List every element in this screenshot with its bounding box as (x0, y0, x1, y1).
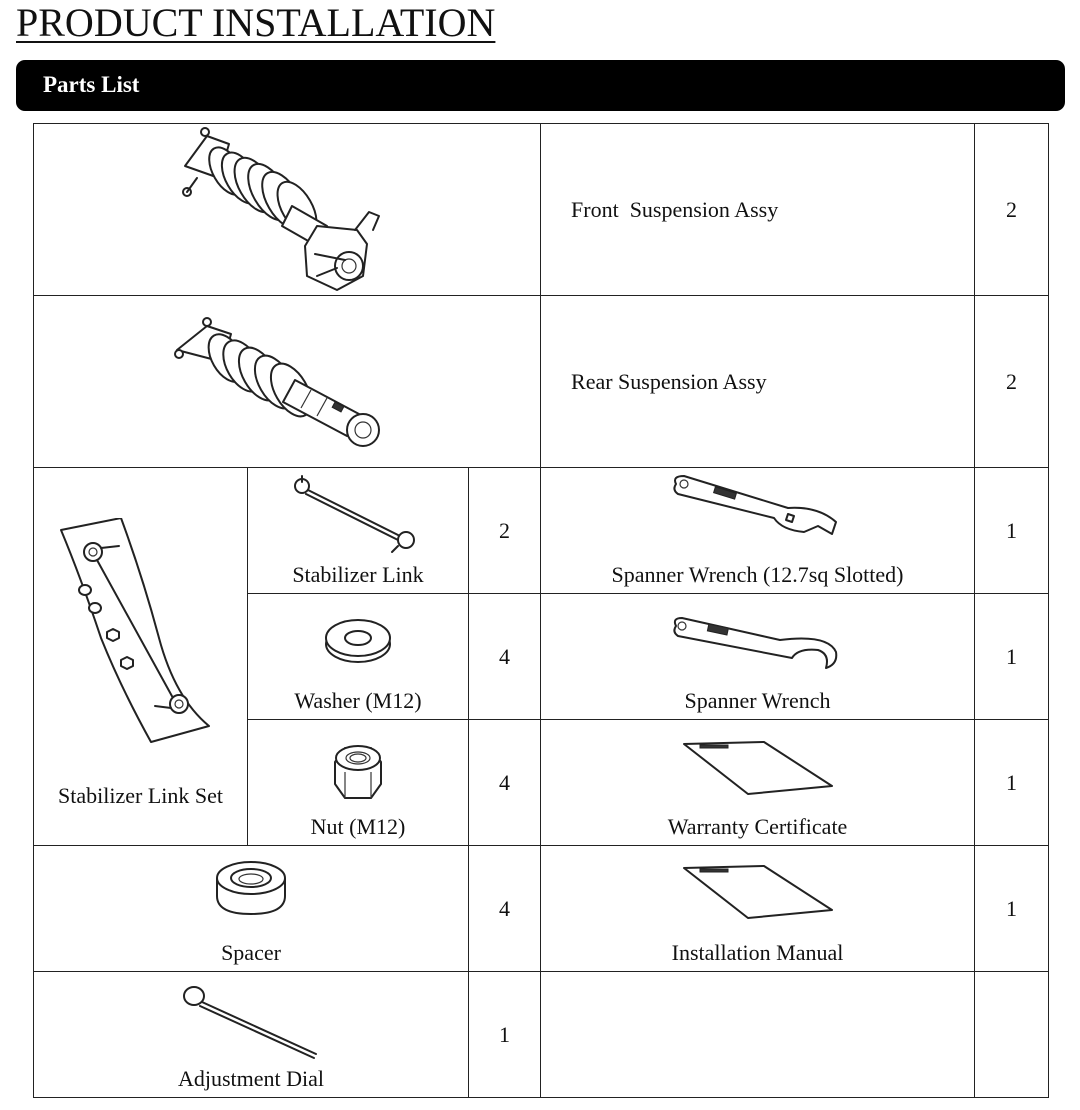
part-name: Front Suspension Assy (571, 196, 779, 222)
spanner-wrench-icon (668, 614, 848, 674)
front-suspension-image-cell (34, 124, 541, 296)
adjustment-dial-icon (176, 980, 326, 1060)
warranty-certificate-icon (678, 740, 838, 798)
front-suspension-name-cell (541, 124, 975, 296)
part-name: Stabilizer Link Set (58, 783, 223, 808)
parts-list-header (16, 60, 1065, 111)
parts-table (33, 123, 1049, 1098)
stabilizer-link-qty-cell (469, 468, 541, 594)
front-suspension-qty-cell (975, 124, 1049, 296)
nut-icon (323, 736, 393, 806)
stabilizer-link-icon (288, 472, 428, 556)
part-name: Rear Suspension Assy (571, 368, 767, 394)
page-title: PRODUCT INSTALLATION (16, 0, 496, 45)
stabilizer-link-set-icon (51, 518, 231, 748)
part-name: Adjustment Dial (177, 1066, 325, 1091)
spacer-qty-cell (469, 846, 541, 972)
table-row (34, 846, 1049, 972)
empty-cell (541, 972, 975, 1098)
part-qty: 2 (1006, 196, 1018, 222)
part-qty: 1 (1006, 895, 1018, 921)
installation-manual-cell (541, 846, 975, 972)
washer-icon (318, 614, 398, 670)
part-name: Spacer (221, 940, 281, 965)
warranty-certificate-cell (541, 720, 975, 846)
part-name: Spanner Wrench (684, 688, 831, 713)
rear-suspension-icon (167, 310, 407, 455)
part-name: Installation Manual (671, 940, 844, 965)
slotted-spanner-cell (541, 468, 975, 594)
nut-cell (248, 720, 469, 846)
spacer-cell (34, 846, 469, 972)
empty-qty-cell (975, 972, 1049, 1098)
part-qty: 4 (499, 643, 510, 669)
washer-cell (248, 594, 469, 720)
stabilizer-link-set-cell (34, 468, 248, 846)
part-qty: 1 (1006, 517, 1018, 543)
section-title: Parts List (43, 72, 140, 97)
nut-qty-cell (469, 720, 541, 846)
adjustment-dial-qty-cell (469, 972, 541, 1098)
spanner-wrench-qty-cell (975, 594, 1049, 720)
slotted-spanner-qty-cell (975, 468, 1049, 594)
rear-suspension-image-cell (34, 296, 541, 468)
part-name: Washer (M12) (294, 688, 422, 713)
spacer-icon (211, 858, 291, 918)
installation-manual-qty-cell (975, 846, 1049, 972)
slotted-spanner-wrench-icon (668, 472, 848, 542)
table-row (34, 296, 1049, 468)
table-row (34, 468, 1049, 594)
rear-suspension-name-cell (541, 296, 975, 468)
part-qty: 1 (1006, 643, 1018, 669)
table-row (34, 972, 1049, 1098)
washer-qty-cell (469, 594, 541, 720)
spanner-wrench-cell (541, 594, 975, 720)
part-qty: 2 (1006, 368, 1018, 394)
part-qty: 1 (1006, 769, 1018, 795)
part-qty: 1 (499, 1021, 510, 1047)
warranty-certificate-qty-cell (975, 720, 1049, 846)
part-name: Spanner Wrench (12.7sq Slotted) (611, 562, 904, 587)
part-qty: 4 (499, 769, 510, 795)
adjustment-dial-cell (34, 972, 469, 1098)
front-suspension-icon (167, 126, 407, 292)
part-name: Stabilizer Link (292, 562, 424, 587)
stabilizer-link-cell (248, 468, 469, 594)
part-name: Warranty Certificate (667, 814, 848, 839)
table-row (34, 124, 1049, 296)
rear-suspension-qty-cell (975, 296, 1049, 468)
installation-manual-icon (678, 864, 838, 922)
part-name: Nut (M12) (310, 814, 406, 839)
part-qty: 4 (499, 895, 510, 921)
part-qty: 2 (499, 517, 510, 543)
